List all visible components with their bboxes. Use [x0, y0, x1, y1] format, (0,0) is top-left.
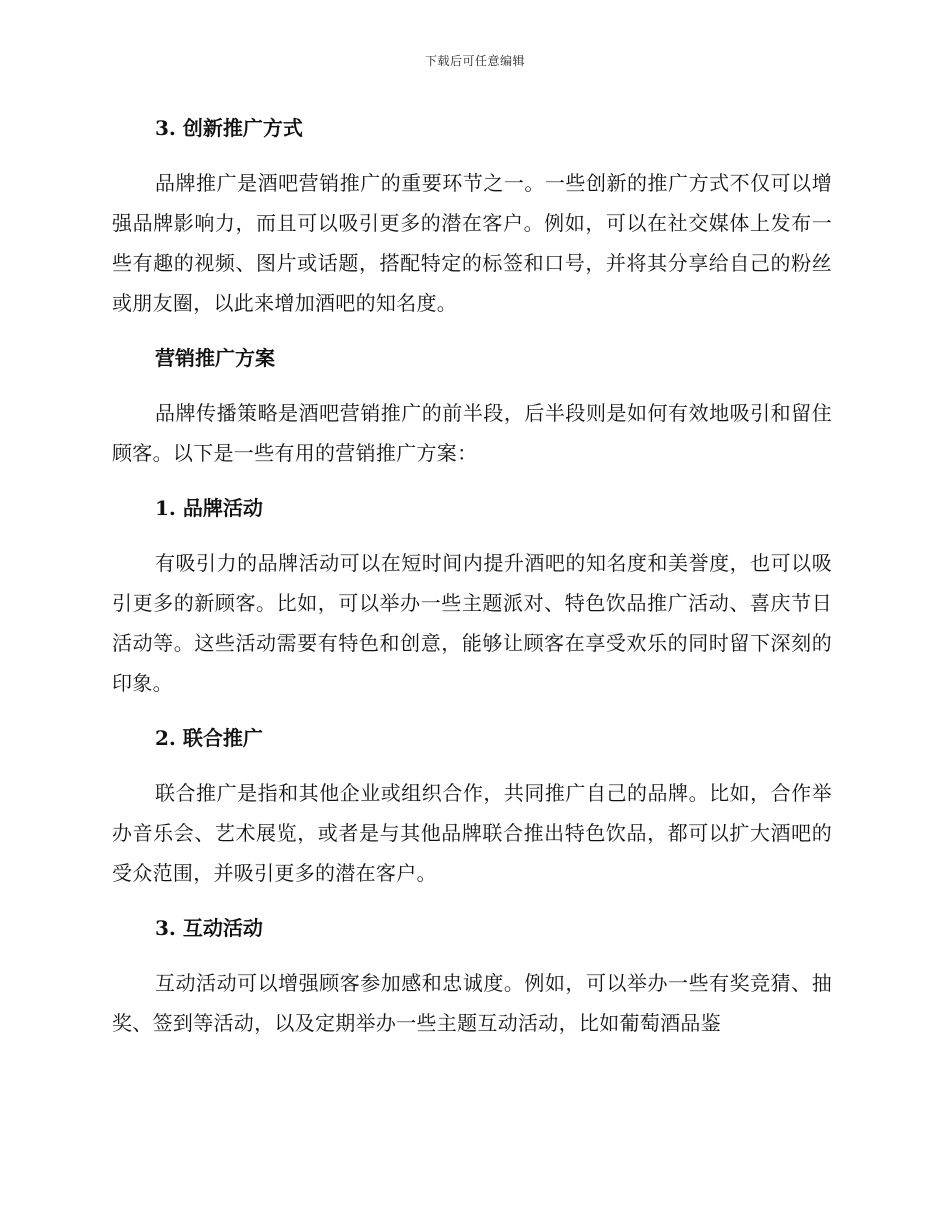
section-paragraph-marketing-plan: 品牌传播策略是酒吧营销推广的前半段，后半段则是如何有效地吸引和留住顾客。以下是一些有用的营销推广方案：	[112, 401, 832, 465]
page-header: 下载后可任意编辑	[424, 54, 525, 68]
section-heading-innovative-promotion: 3. 创新推广方式	[155, 116, 303, 140]
section-heading-interactive-events: 3. 互动活动	[155, 916, 263, 940]
section-heading-brand-events: 1. 品牌活动	[155, 496, 263, 520]
section-paragraph-interactive-events: 互动活动可以增强顾客参加感和忠诚度。例如，可以举办一些有奖竞猜、抽奖、签到等活动，以及定期举办一些主题互动活动，比如葡萄酒品鉴	[112, 971, 832, 1035]
document-body	[112, 108, 832, 1043]
section-paragraph-brand-events: 有吸引力的品牌活动可以在短时间内提升酒吧的知名度和美誉度，也可以吸引更多的新顾客。比如，可以举办一些主题派对、特色饮品推广活动、喜庆节日活动等。这些活动需要有特色和创意，能够让顾客在享受欢乐的同时留下深刻的印象。	[112, 551, 832, 695]
section-paragraph-innovative-promotion: 品牌推广是酒吧营销推广的重要环节之一。一些创新的推广方式不仅可以增强品牌影响力，而且可以吸引更多的潜在客户。例如，可以在社交媒体上发布一些有趣的视频、图片或话题，搭配特定的标签和口号，并将其分享给自己的粉丝或朋友圈，以此来增加酒吧的知名度。	[112, 171, 832, 315]
section-heading-marketing-plan: 营销推广方案	[155, 346, 275, 370]
section-heading-joint-promotion: 2. 联合推广	[155, 726, 263, 750]
section-paragraph-joint-promotion: 联合推广是指和其他企业或组织合作，共同推广自己的品牌。比如，合作举办音乐会、艺术展览，或者是与其他品牌联合推出特色饮品，都可以扩大酒吧的受众范围，并吸引更多的潜在客户。	[112, 781, 832, 885]
